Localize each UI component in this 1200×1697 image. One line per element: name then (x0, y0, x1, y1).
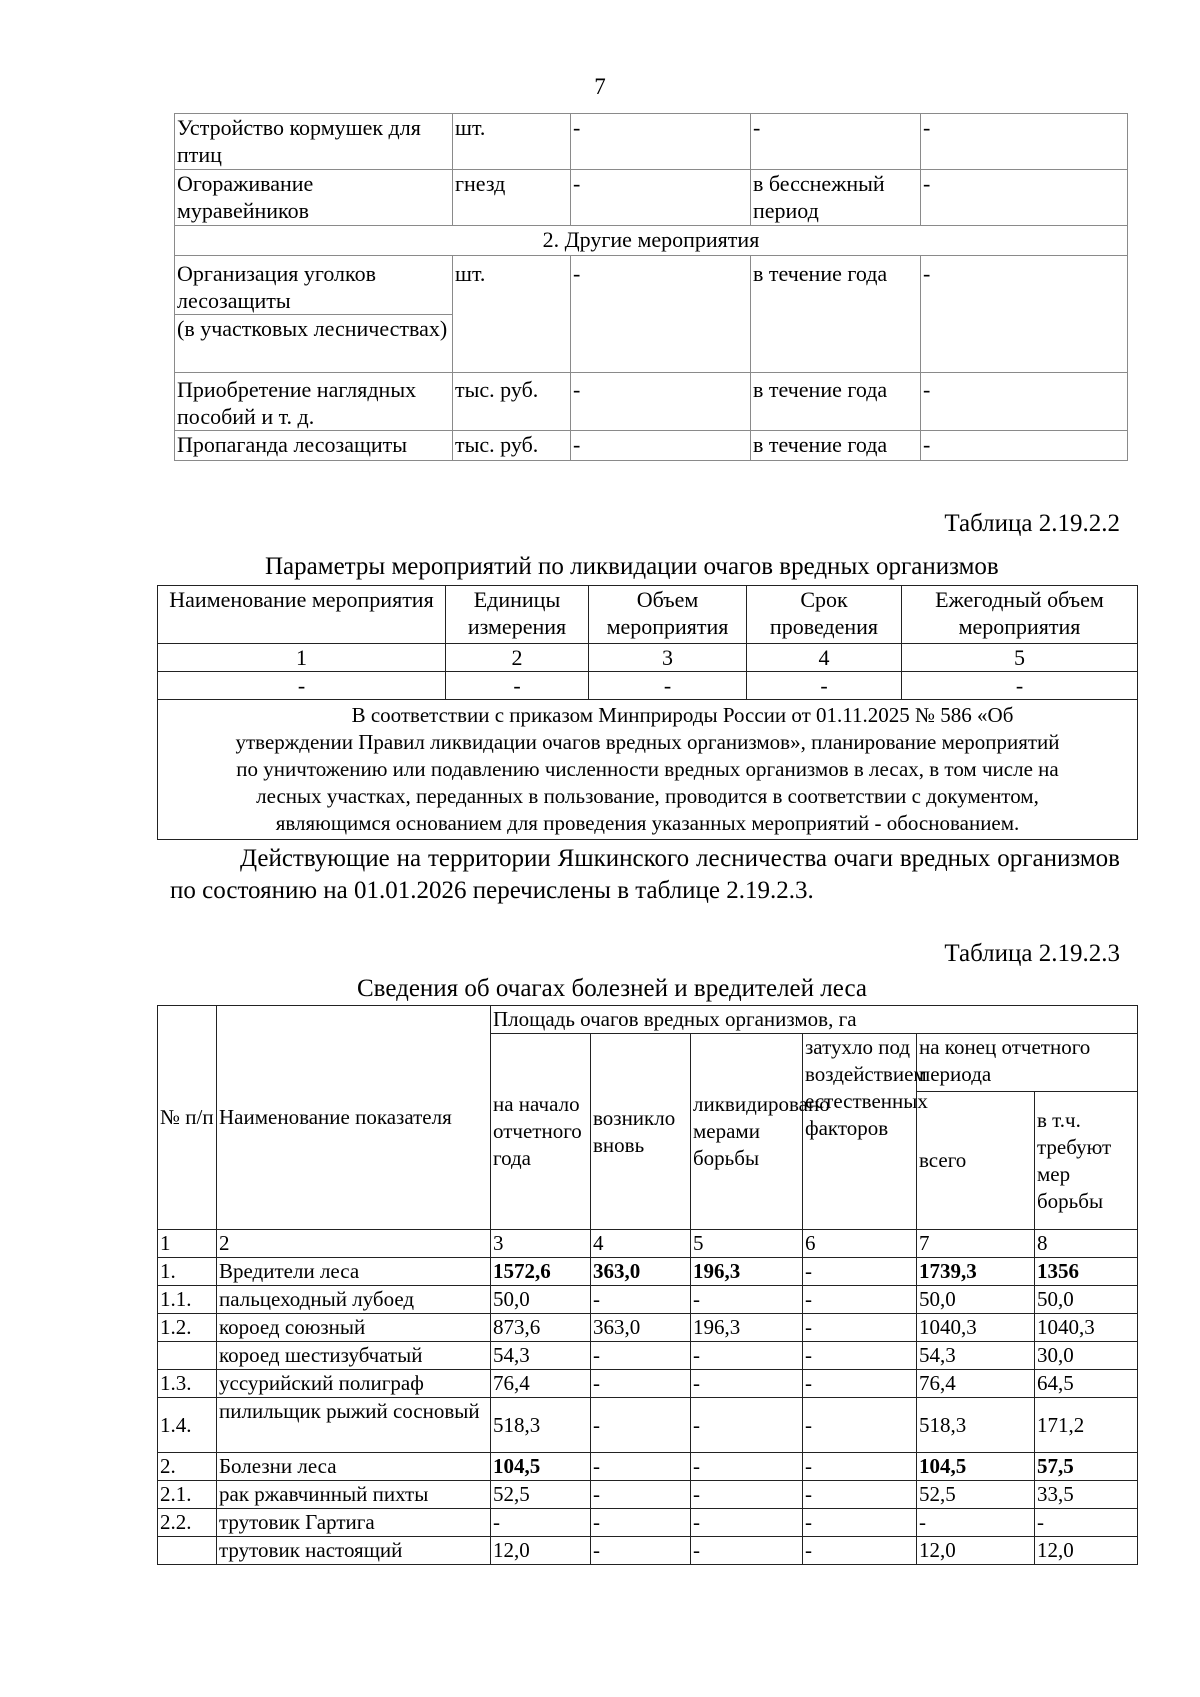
header-faded: затухло под воздействием естественных факторов (803, 1034, 917, 1230)
row-need: 33,5 (1035, 1481, 1138, 1509)
table-row (158, 1286, 1138, 1314)
measure-volume: - (571, 114, 751, 170)
measure-term: в течение года (751, 431, 921, 461)
row-start: 52,5 (491, 1481, 591, 1509)
row-liquidated: 196,3 (691, 1314, 803, 1342)
header-total: всего (917, 1092, 1035, 1230)
column-number-row (158, 644, 1138, 672)
row-new: - (591, 1286, 691, 1314)
table-title: Сведения об очагах болезней и вредителей леса (357, 975, 867, 1002)
table-cell: - (589, 672, 747, 700)
measure-annual: - (921, 431, 1128, 461)
row-start: - (491, 1509, 591, 1537)
table-row (158, 1370, 1138, 1398)
note-line: лесных участках, переданных в пользование, проводится в соответствии с документом, (256, 784, 1039, 808)
row-total: 54,3 (917, 1342, 1035, 1370)
row-need: - (1035, 1509, 1138, 1537)
header-end: на конец отчетного периода (917, 1034, 1138, 1092)
row-name: короед шестизубчатый (217, 1342, 491, 1370)
table-row (158, 1509, 1138, 1537)
row-liquidated: - (691, 1453, 803, 1481)
table-row (175, 373, 1128, 431)
note-line: по уничтожению или подавлению численности вредных организмов в лесах, в том числе на (236, 757, 1059, 781)
row-number (158, 1342, 217, 1370)
row-total: 1040,3 (917, 1314, 1035, 1342)
table-row (158, 1481, 1138, 1509)
measure-name: Приобретение наглядных пособий и т. д. (175, 373, 453, 431)
row-number: 1.2. (158, 1314, 217, 1342)
header-name: Наименование показателя (217, 1006, 491, 1230)
measure-annual: - (921, 170, 1128, 226)
measure-volume: - (571, 431, 751, 461)
row-faded: - (803, 1537, 917, 1565)
measure-name: Пропаганда лесозащиты (175, 431, 453, 461)
row-faded: - (803, 1342, 917, 1370)
column-number: 2 (446, 644, 589, 672)
row-start: 12,0 (491, 1537, 591, 1565)
row-new: - (591, 1370, 691, 1398)
column-number: 4 (747, 644, 902, 672)
row-liquidated: - (691, 1481, 803, 1509)
table-cell: - (902, 672, 1138, 700)
row-new: - (591, 1398, 691, 1453)
measure-unit: гнезд (453, 170, 571, 226)
column-number: 4 (591, 1230, 691, 1258)
row-faded: - (803, 1398, 917, 1453)
table-row (158, 1453, 1138, 1481)
row-start: 50,0 (491, 1286, 591, 1314)
row-liquidated: - (691, 1537, 803, 1565)
table-row (175, 431, 1128, 461)
measure-unit: шт. (453, 256, 571, 373)
table-label: Таблица 2.19.2.2 (944, 510, 1120, 537)
row-name: Болезни леса (217, 1453, 491, 1481)
section-title: 2. Другие мероприятия (175, 226, 1128, 256)
table-title: Параметры мероприятий по ликвидации очагов вредных организмов (265, 553, 999, 580)
row-need: 50,0 (1035, 1286, 1138, 1314)
column-number: 5 (691, 1230, 803, 1258)
row-total: 50,0 (917, 1286, 1035, 1314)
table-row (175, 114, 1128, 170)
header-row (158, 586, 1138, 644)
table-row (175, 256, 1128, 315)
row-start: 104,5 (491, 1453, 591, 1481)
row-new: - (591, 1453, 691, 1481)
table-row (158, 1398, 1138, 1453)
row-name: Вредители леса (217, 1258, 491, 1286)
header-cell: Объем мероприятия (589, 586, 747, 644)
row-start: 518,3 (491, 1398, 591, 1453)
measure-volume: - (571, 170, 751, 226)
column-number: 6 (803, 1230, 917, 1258)
row-name: уссурийский полиграф (217, 1370, 491, 1398)
row-need: 57,5 (1035, 1453, 1138, 1481)
row-total: 104,5 (917, 1453, 1035, 1481)
column-number: 1 (158, 644, 446, 672)
column-number: 8 (1035, 1230, 1138, 1258)
column-number: 3 (491, 1230, 591, 1258)
header-need: в т.ч. требуют мер борьбы (1035, 1092, 1138, 1230)
measure-term: - (751, 114, 921, 170)
row-liquidated: - (691, 1286, 803, 1314)
row-need: 171,2 (1035, 1398, 1138, 1453)
column-number: 7 (917, 1230, 1035, 1258)
row-start: 76,4 (491, 1370, 591, 1398)
row-faded: - (803, 1370, 917, 1398)
row-new: 363,0 (591, 1314, 691, 1342)
row-new: 363,0 (591, 1258, 691, 1286)
table-cell: - (446, 672, 589, 700)
measure-unit: тыс. руб. (453, 431, 571, 461)
column-number-row (158, 1230, 1138, 1258)
row-number: 1.1. (158, 1286, 217, 1314)
note-line: являющимся основанием для проведения указанных мероприятий - обоснованием. (275, 811, 1020, 835)
row-need: 1356 (1035, 1258, 1138, 1286)
header-start: на начало отчетного года (491, 1034, 591, 1230)
row-liquidated: - (691, 1509, 803, 1537)
header-cell: Срок проведения (747, 586, 902, 644)
header-cell: Единицы измерения (446, 586, 589, 644)
row-new: - (591, 1509, 691, 1537)
column-number: 5 (902, 644, 1138, 672)
row-name: трутовик настоящий (217, 1537, 491, 1565)
row-faded: - (803, 1481, 917, 1509)
column-number: 2 (217, 1230, 491, 1258)
row-total: 518,3 (917, 1398, 1035, 1453)
row-need: 30,0 (1035, 1342, 1138, 1370)
table-cell: - (158, 672, 446, 700)
table-row (158, 1314, 1138, 1342)
table-label: Таблица 2.19.2.3 (944, 940, 1120, 967)
row-start: 54,3 (491, 1342, 591, 1370)
measure-term: в бесснежный период (751, 170, 921, 226)
row-liquidated: - (691, 1370, 803, 1398)
row-number: 1.3. (158, 1370, 217, 1398)
row-faded: - (803, 1453, 917, 1481)
measure-annual: - (921, 256, 1128, 373)
row-name: рак ржавчинный пихты (217, 1481, 491, 1509)
note-line: В соответствии с приказом Минприроды России от 01.11.2025 № 586 «Об (351, 703, 1014, 727)
measures-table-continued (174, 113, 1128, 461)
row-number: 2. (158, 1453, 217, 1481)
row-need: 1040,3 (1035, 1314, 1138, 1342)
measure-term: в течение года (751, 256, 921, 373)
measure-name: Огораживание муравейников (175, 170, 453, 226)
row-liquidated: - (691, 1342, 803, 1370)
table-row (158, 1258, 1138, 1286)
header-liquidated: ликвидировано мерами борьбы (691, 1034, 803, 1230)
table-row (158, 1342, 1138, 1370)
section-row (175, 226, 1128, 256)
row-name: пилильщик рыжий сосновый (217, 1398, 491, 1453)
measure-annual: - (921, 114, 1128, 170)
table-cell: - (747, 672, 902, 700)
row-faded: - (803, 1509, 917, 1537)
measure-name: Организация уголков лесозащиты (175, 256, 453, 315)
measure-name-sub: (в участковых лесничествах) (175, 315, 453, 373)
row-total: 76,4 (917, 1370, 1035, 1398)
measure-volume: - (571, 256, 751, 373)
row-number (158, 1537, 217, 1565)
header-cell: Ежегодный объем мероприятия (902, 586, 1138, 644)
row-start: 873,6 (491, 1314, 591, 1342)
row-new: - (591, 1342, 691, 1370)
row-need: 64,5 (1035, 1370, 1138, 1398)
table-row (158, 672, 1138, 700)
row-number: 1.4. (158, 1398, 217, 1453)
page-number: 7 (594, 74, 606, 99)
row-faded: - (803, 1258, 917, 1286)
note-row (158, 700, 1138, 840)
pest-foci-table (157, 1005, 1138, 1565)
row-number: 2.2. (158, 1509, 217, 1537)
row-total: 1739,3 (917, 1258, 1035, 1286)
measure-unit: тыс. руб. (453, 373, 571, 431)
row-total: 52,5 (917, 1481, 1035, 1509)
measure-volume: - (571, 373, 751, 431)
header-cell: Наименование мероприятия (158, 586, 446, 644)
row-start: 1572,6 (491, 1258, 591, 1286)
paragraph-text: Действующие на территории Яшкинского лесничества очаги вредных организмов по состоянию на 01.01.2026 перечислены в таблице 2.19.2.3. (170, 845, 1120, 904)
body-paragraph (170, 843, 1120, 907)
row-number: 1. (158, 1258, 217, 1286)
row-new: - (591, 1537, 691, 1565)
row-faded: - (803, 1286, 917, 1314)
header-area: Площадь очагов вредных организмов, га (491, 1006, 1138, 1034)
header-number: № п/п (158, 1006, 217, 1230)
header-row (158, 1006, 1138, 1034)
measure-name: Устройство кормушек для птиц (175, 114, 453, 170)
row-number: 2.1. (158, 1481, 217, 1509)
measure-annual: - (921, 373, 1128, 431)
table-note (158, 700, 1138, 840)
table-row (158, 1537, 1138, 1565)
row-name: короед союзный (217, 1314, 491, 1342)
row-total: - (917, 1509, 1035, 1537)
row-new: - (591, 1481, 691, 1509)
note-line: утверждении Правил ликвидации очагов вредных организмов», планирование мероприятий (235, 730, 1060, 754)
measure-unit: шт. (453, 114, 571, 170)
row-name: пальцеходный лубоед (217, 1286, 491, 1314)
column-number: 1 (158, 1230, 217, 1258)
row-need: 12,0 (1035, 1537, 1138, 1565)
table-row (175, 170, 1128, 226)
row-faded: - (803, 1314, 917, 1342)
measure-term: в течение года (751, 373, 921, 431)
row-liquidated: - (691, 1398, 803, 1453)
row-name: трутовик Гартига (217, 1509, 491, 1537)
column-number: 3 (589, 644, 747, 672)
row-total: 12,0 (917, 1537, 1035, 1565)
row-liquidated: 196,3 (691, 1258, 803, 1286)
header-new: возникло вновь (591, 1034, 691, 1230)
liquidation-parameters-table (157, 585, 1138, 840)
